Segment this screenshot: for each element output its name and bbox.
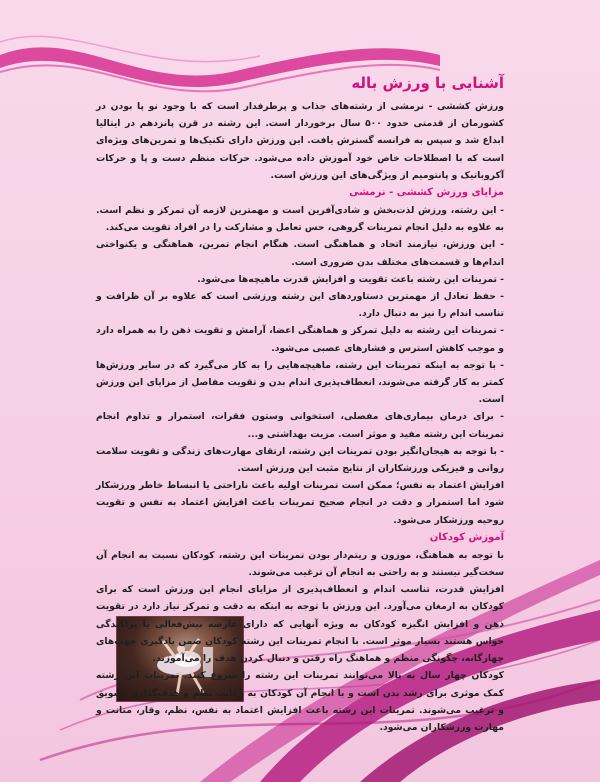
list-item: - تمرینات این رشته باعث تقویت و افزایش قدرت ماهیچه‌ها می‌شود. xyxy=(197,273,504,285)
list-item: - با توجه به هیجان‌انگیز بودن تمرینات این رشته، ارتقای مهارت‌های زندگی و تقویت سلامت روانی و فیزیکی ورزشکاران از نتایج مثبت این ورزش است. xyxy=(96,445,504,475)
list-item: - این ورزش، نیازمند اتحاد و هماهنگی است. هنگام انجام تمرین، هماهنگی و یکنواختی اندام‌ها و قسمت‌های مختلف بدن ضروری است. xyxy=(96,239,504,268)
list-item: - تمرینات این رشته به دلیل تمرکز و هماهنگی اعضا، آرامش و تقویت ذهن را به همراه دارد و موجب کاهش استرس و فشارهای عصبی می‌شود. xyxy=(96,325,504,354)
list-item: - حفظ تعادل از مهمترین دستاوردهای این رشته ورزشی است که علاوه بر آن ظرافت و تناسب اندام را نیز به دنبال دارد. xyxy=(96,291,504,320)
article-body xyxy=(96,72,504,736)
list-item: - با توجه به اینکه تمرینات این رشته، ماهیچه‌هایی را به کار می‌گیرد که در سایر ورزش‌ها کمتر به کار گرفته می‌شوند، انعطاف‌پذیری اندام بدن و تقویت مفاصل از مزایای این ورزش است. xyxy=(96,359,504,406)
children-paragraph: کودکان چهار سال به بالا می‌توانند تمرینات این رشته را شروع کنند. تمرینات این رشته کمک موثری برای رشد بدن است و با انجام آن کودکان به رعایت نظم و هدف‌گذاری تشویق و ترغیب می‌شوند. تمرینات این رشته باعث افزایش اعتماد به نفس، نظم، وقار، متانت و مهارت ورزشکاران می‌شود. xyxy=(96,670,504,733)
children-paragraph: افزایش قدرت، تناسب اندام و انعطاف‌پذیری از مزایای انجام این ورزش است که برای کودکان به ارمغان می‌آورد. این ورزش با توجه به اینکه به دقت و تمرکز نیاز دارد در تقویت ذهن و افزایش انگیزه کودکان به ویژه آنهایی که دارای عارضه بیش‌فعالی یا پراکندگی حواس هستند بسیار موثر است. با انجام تمرینات این رشته کودکان ضمن یادگیری جهت‌های چهارگانه، چگونگی منظم و هماهنگ راه رفتن و دنبال کردن هدف را می‌آموزند. xyxy=(96,584,504,665)
children-paragraph: با توجه به هماهنگ، موزون و ریتم‌دار بودن تمرینات این رشته، کودکان نسبت به انجام آن سخت‌گیر نیستند و به راحتی به انجام آن ترغیب می‌شوند. xyxy=(96,549,504,579)
section-heading-benefits: مزایای ورزش کششی - نرمشی xyxy=(349,187,504,199)
list-item: افزایش اعتماد به نفس؛ ممکن است تمرینات اولیه باعث ناراحتی یا انبساط خاطر ورزشکار شود اما استمرار و دقت در انجام صحیح تمرینات باعث افزایش اعتماد به نفس و تقویت روحیه ورزشکار می‌شود. xyxy=(96,480,504,526)
page-title: آشنایی با ورزش باله xyxy=(351,74,504,92)
section-heading-children: آموزش کودکان xyxy=(429,531,504,543)
intro-paragraph: ورزش کششی - نرمشی از رشته‌های جذاب و پرطرفدار است که با وجود نو پا بودن در کشورمان از قدمتی حدود ۵۰۰ سال برخوردار است. این رشته در قرن پانزدهم در ایتالیا ابداع شد و سپس به فرانسه گسترش یافت. این ورزش دارای تکنیک‌ها و تمرین‌های ویژه‌ای است که با اصطلاحات خاص خود آموزش داده می‌شود. حرکات منظم دست و پا و حرکات آکروباتیک و پانتومیم از ویژگی‌های این ورزش است. xyxy=(96,101,504,181)
list-item: - برای درمان بیماری‌های مفصلی، استخوانی وستون فقرات، استمرار و تداوم انجام تمرینات این رشته مفید و موثر است. مزیت بهداشتی و... xyxy=(96,411,504,440)
list-item: - این رشته، ورزش لذت‌بخش و شادی‌آفرین است و مهمترین لازمه آن تمرکز و نظم است. به علاوه به دلیل انجام تمرینات گروهی، حس تعامل و مشارکت را در افراد تقویت می‌کند. xyxy=(96,205,504,234)
